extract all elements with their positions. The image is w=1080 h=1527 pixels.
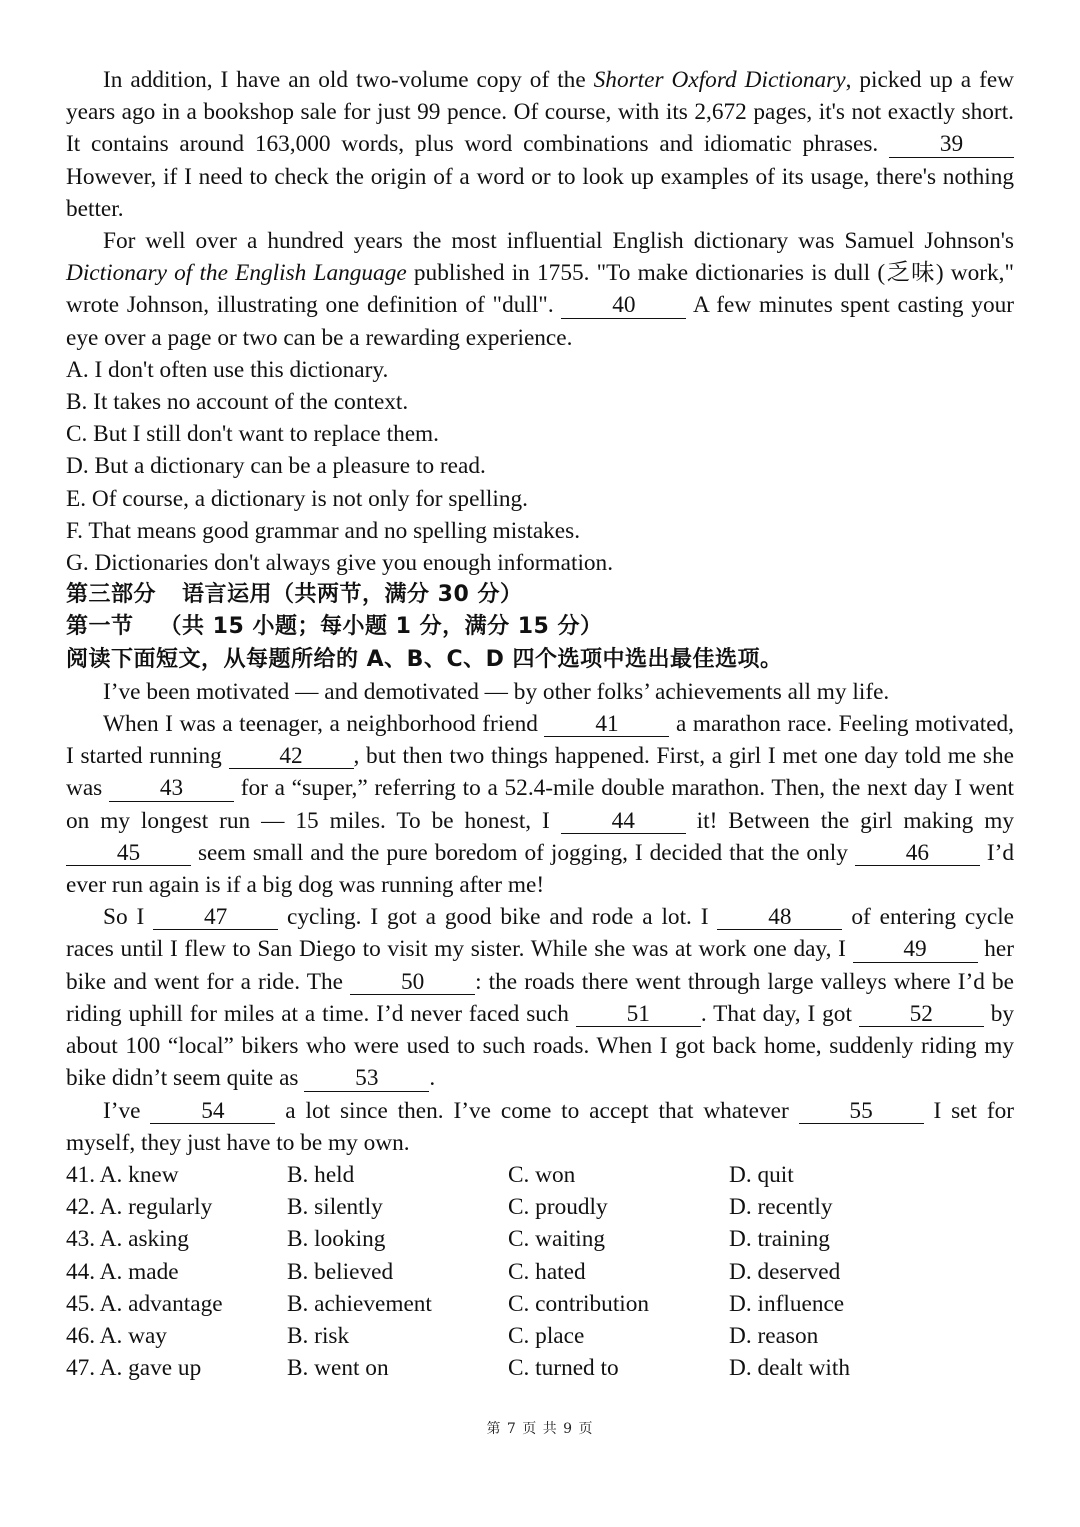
choice-a: 46. A. way <box>66 1322 167 1349</box>
answer-blank-46: 46 <box>855 837 980 869</box>
instruction-text: 阅读下面短文，从每题所给的 A、B、C、D 四个选项中选出最佳选项。 <box>66 646 783 672</box>
choice-d: D. training <box>729 1226 830 1253</box>
choice-b: B. looking <box>287 1226 386 1253</box>
answer-blank-51: 51 <box>576 998 701 1030</box>
dictionary-paragraph-1: In addition, I have an old two-volume copy of the Shorter Oxford Dictionary, picked up a few years ago in a bookshop sale for just 99 pence. Of course, with its 2,672 pages, it's not exactly short. It contains around 163,000 words, plus word combinations and idiomatic phrases. 39 However, if I need to check the origin of a word or to look up examples of its usage, there's nothing better. <box>66 67 1015 222</box>
cloze-paragraph-running: When I was a teenager, a neighborhood friend 41 a marathon race. Feeling motivated, I started running 42 , but then two things happened. First, a girl I met one day told me she was 43 for a “super,” referring to a 52.4-mile double marathon. Then, the next day I went on my longest run — 15 miles. To be honest, I 44 it! Between the girl making my 45 seem small and the pure boredom of jogging, I decided that the only 46 I’d ever run again is if a big dog was running after me! <box>66 708 1014 901</box>
option-e: E. Of course, a dictionary is not only for spelling. <box>66 485 528 512</box>
answer-blank-50: 50 <box>350 966 475 998</box>
answer-blank-47: 47 <box>153 901 278 933</box>
exam-page <box>66 64 1014 1384</box>
choice-b: B. achievement <box>287 1290 432 1317</box>
choice-d: D. recently <box>729 1194 833 1221</box>
choice-b: B. held <box>287 1161 355 1188</box>
answer-blank-40: 40 <box>561 289 686 321</box>
answer-blank-44: 44 <box>561 805 686 837</box>
answer-blank-41: 41 <box>544 708 669 740</box>
answer-blank-42: 42 <box>229 740 354 772</box>
choice-c: C. won <box>508 1161 576 1188</box>
choice-row-42 <box>66 1191 1014 1223</box>
choice-row-43 <box>66 1223 1014 1255</box>
choice-a: 47. A. gave up <box>66 1355 202 1382</box>
cloze-intro: I’ve been motivated — and demotivated — by other folks’ achievements all my life. <box>103 678 890 705</box>
section-one-heading: 第一节 （共 15 小题；每小题 1 分，满分 15 分） <box>66 614 603 640</box>
part-three-heading: 第三部分 语言运用（共两节，满分 30 分） <box>66 582 523 608</box>
choice-row-44 <box>66 1256 1014 1288</box>
choice-row-41 <box>66 1159 1014 1191</box>
choice-d: D. quit <box>729 1161 794 1188</box>
choice-b: B. went on <box>287 1355 389 1382</box>
choice-c: C. proudly <box>508 1194 608 1221</box>
dictionary-paragraph-2: For well over a hundred years the most influential English dictionary was Samuel Johnson's Dictionary of the English Language published in 1755. "To make dictionaries is dull (乏味) work," wrote Johnson, illustrating one definition of "dull". 40 A few minutes spent casting your eye over a page or two can be a rewarding experience. <box>66 228 1014 351</box>
cloze-paragraph-cycling: So I 47 cycling. I got a good bike and rode a lot. I 48 of entering cycle races until I flew to San Diego to visit my sister. While she was at work one day, I 49 her bike and went for a ride. The 50 : the roads there went through large valleys where I’d be riding uphill for miles at a time. I’d never faced such 51 . That day, I got 52 by about 100 “local” bikers who were used to such roads. When I got back home, suddenly riding my bike didn’t seem quite as 53 . <box>66 901 1014 1094</box>
answer-blank-39: 39 <box>889 128 1014 160</box>
choice-c: C. place <box>508 1322 585 1349</box>
book-title: Dictionary of the English Language <box>66 260 407 287</box>
choice-d: D. deserved <box>729 1258 841 1285</box>
choices-table <box>66 1159 1014 1384</box>
cloze-paragraph-conclusion: I’ve 54 a lot since then. I’ve come to accept that whatever 55 I set for myself, they just have to be my own. <box>66 1095 1014 1159</box>
answer-blank-48: 48 <box>717 901 842 933</box>
option-b: B. It takes no account of the context. <box>66 389 409 416</box>
answer-blank-45: 45 <box>66 837 191 869</box>
choice-a: 45. A. advantage <box>66 1290 223 1317</box>
choice-a: 44. A. made <box>66 1258 179 1285</box>
choice-b: B. risk <box>287 1322 350 1349</box>
option-c: C. But I still don't want to replace them. <box>66 421 440 448</box>
choice-row-47 <box>66 1352 1014 1384</box>
answer-blank-43: 43 <box>109 772 234 804</box>
choice-c: C. turned to <box>508 1355 619 1382</box>
option-g: G. Dictionaries don't always give you enough information. <box>66 550 614 577</box>
option-d: D. But a dictionary can be a pleasure to read. <box>66 453 486 480</box>
page-number-footer: 第 7 页 共 9 页 <box>486 1421 594 1437</box>
answer-blank-49: 49 <box>853 933 978 965</box>
choice-c: C. waiting <box>508 1226 606 1253</box>
choice-a: 43. A. asking <box>66 1226 189 1253</box>
choice-b: B. believed <box>287 1258 394 1285</box>
choice-a: 42. A. regularly <box>66 1194 213 1221</box>
choice-row-45 <box>66 1288 1014 1320</box>
answer-blank-53: 53 <box>304 1062 429 1094</box>
option-a: A. I don't often use this dictionary. <box>66 356 389 383</box>
choice-d: D. reason <box>729 1322 819 1349</box>
choice-row-46 <box>66 1320 1014 1352</box>
choice-d: D. influence <box>729 1290 845 1317</box>
book-title: Shorter Oxford Dictionary <box>593 67 846 93</box>
choice-d: D. dealt with <box>729 1355 850 1382</box>
choice-b: B. silently <box>287 1194 383 1221</box>
option-f: F. That means good grammar and no spelling mistakes. <box>66 517 581 544</box>
choice-c: C. hated <box>508 1258 586 1285</box>
answer-blank-52: 52 <box>859 998 984 1030</box>
answer-blank-54: 54 <box>150 1095 275 1127</box>
choice-a: 41. A. knew <box>66 1161 179 1188</box>
answer-blank-55: 55 <box>799 1095 924 1127</box>
choice-c: C. contribution <box>508 1290 650 1317</box>
